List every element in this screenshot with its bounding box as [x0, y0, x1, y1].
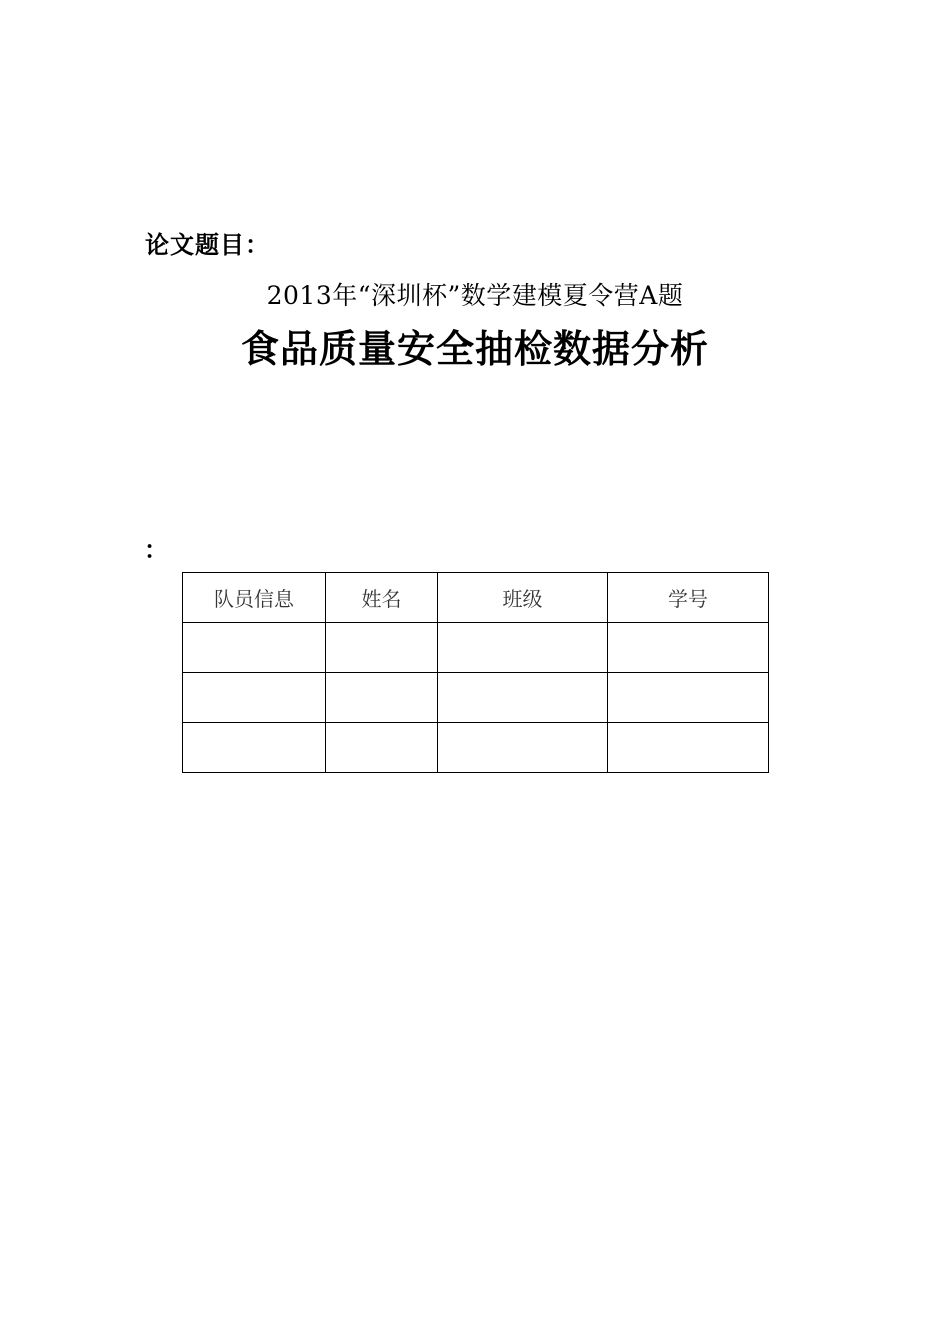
- header-name: 姓名: [326, 573, 438, 623]
- table-cell: [183, 673, 326, 723]
- table-row: [183, 623, 769, 673]
- table-cell: [183, 723, 326, 773]
- table-cell: [608, 623, 769, 673]
- table-row: [183, 673, 769, 723]
- table-cell: [438, 623, 608, 673]
- table-row: [183, 723, 769, 773]
- table-cell: [438, 673, 608, 723]
- table-cell: [326, 623, 438, 673]
- header-class: 班级: [438, 573, 608, 623]
- table-header-row: [183, 573, 769, 623]
- table-cell: [326, 723, 438, 773]
- paper-subtitle: 2013年“深圳杯”数学建模夏令营A题: [266, 281, 684, 310]
- table-cell: [608, 723, 769, 773]
- table-cell: [608, 673, 769, 723]
- header-member-info: 队员信息: [183, 573, 326, 623]
- team-label-colon: ：: [144, 536, 168, 564]
- table-cell: [183, 623, 326, 673]
- team-info-table: [182, 572, 769, 773]
- table-cell: [438, 723, 608, 773]
- table-cell: [326, 673, 438, 723]
- paper-title-label: 论文题目：: [145, 231, 270, 259]
- header-student-id: 学号: [608, 573, 769, 623]
- paper-main-title: 食品质量安全抽检数据分析: [240, 326, 709, 371]
